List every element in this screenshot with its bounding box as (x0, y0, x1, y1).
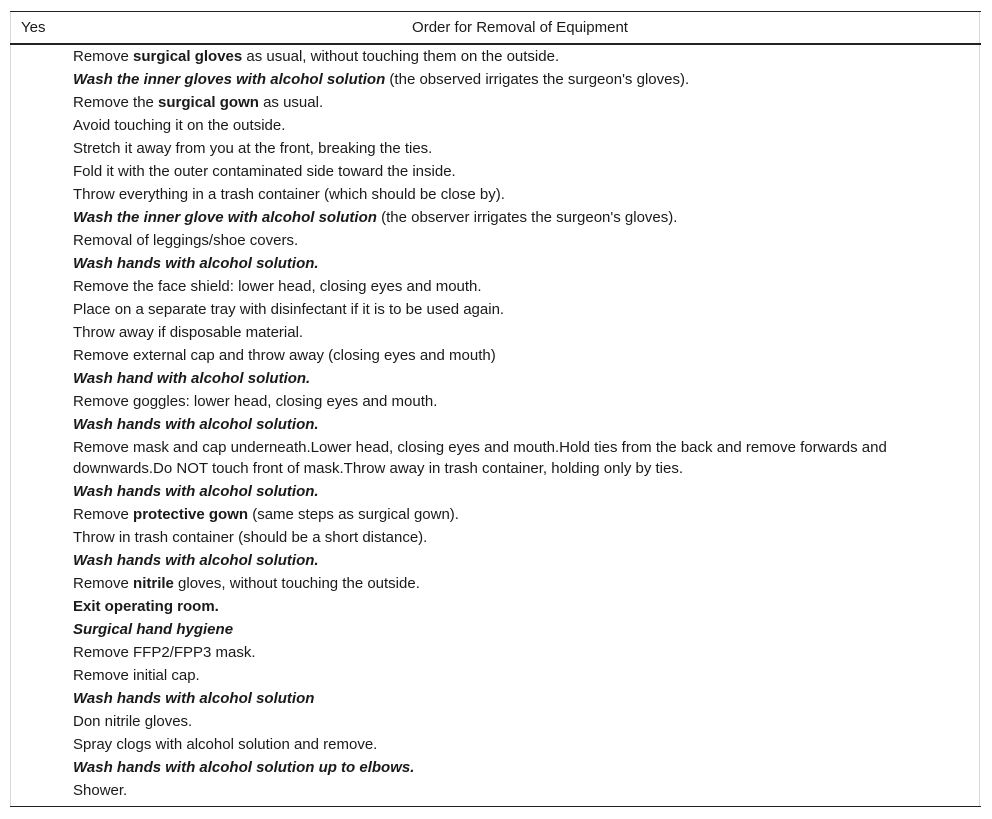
table-row (73, 298, 953, 321)
row-text: Exit operating room. (73, 598, 219, 615)
row-text: Wash the inner glove with alcohol solution (73, 209, 377, 226)
row-text: Wash hand with alcohol solution. (73, 370, 311, 387)
table-row (73, 618, 953, 641)
table-row (73, 137, 953, 160)
table-body (73, 45, 953, 802)
row-text: gloves, without touching the outside. (173, 575, 420, 592)
row-text: surgical gloves (133, 48, 243, 65)
row-text: (same steps as surgical gown). (248, 506, 459, 523)
table-row (73, 595, 953, 618)
row-text: (the observer irrigates the surgeon's gloves). (376, 209, 678, 226)
column-header-yes: Yes (21, 19, 46, 36)
row-text: Spray clogs with alcohol solution and remove. (73, 736, 378, 753)
row-text: nitrile (133, 575, 174, 592)
row-text: Remove (73, 48, 134, 65)
row-text: Wash the inner gloves with alcohol solution (73, 71, 386, 88)
table-row (73, 160, 953, 183)
table-row (73, 641, 953, 664)
row-text: Remove external cap and throw away (closing eyes and mouth) (73, 347, 496, 364)
table-row (73, 710, 953, 733)
table-row (73, 45, 953, 68)
row-text: Wash hands with alcohol solution. (73, 255, 319, 272)
table-row (73, 756, 953, 779)
row-text: Throw away if disposable material. (73, 324, 304, 341)
row-text: Remove mask and cap underneath.Lower head, closing eyes and mouth.Hold ties from the back and remove forwards and downwards.Do NOT touch front of mask.Throw away in trash container, holding only by ties. (73, 439, 887, 477)
row-text: Remove (73, 575, 134, 592)
table-row (73, 68, 953, 91)
row-text: Wash hands with alcohol solution. (73, 552, 319, 569)
table-row (73, 413, 953, 436)
table-row (73, 664, 953, 687)
table-row (73, 687, 953, 710)
table-row (73, 321, 953, 344)
row-text: Avoid touching it on the outside. (73, 117, 286, 134)
row-text: as usual, without touching them on the outside. (242, 48, 560, 65)
table-row (73, 503, 953, 526)
table-row (73, 206, 953, 229)
table-row (73, 344, 953, 367)
row-text: Remove the face shield: lower head, closing eyes and mouth. (73, 278, 482, 295)
row-text: Wash hands with alcohol solution up to elbows. (73, 759, 415, 776)
table-row (73, 436, 953, 480)
row-text: as usual. (258, 94, 324, 111)
table-row (73, 480, 953, 503)
table-row (73, 572, 953, 595)
row-text: surgical gown (158, 94, 259, 111)
table-row (73, 526, 953, 549)
column-header-order: Order for Removal of Equipment (412, 19, 628, 36)
row-text: Wash hands with alcohol solution (73, 690, 315, 707)
row-text: Stretch it away from you at the front, breaking the ties. (73, 140, 433, 157)
table-row (73, 183, 953, 206)
row-text: Throw in trash container (should be a short distance). (73, 529, 428, 546)
table-row (73, 229, 953, 252)
row-text: Surgical hand hygiene (73, 621, 234, 638)
table-row (73, 367, 953, 390)
row-text: Removal of leggings/shoe covers. (73, 232, 299, 249)
table-row (73, 390, 953, 413)
row-text: Remove goggles: lower head, closing eyes and mouth. (73, 393, 438, 410)
row-text: Remove (73, 506, 134, 523)
row-text: Remove initial cap. (73, 667, 200, 684)
table-row (73, 275, 953, 298)
row-text: (the observed irrigates the surgeon's gloves). (385, 71, 690, 88)
table-row (73, 549, 953, 572)
table-row (73, 779, 953, 802)
row-text: Don nitrile gloves. (73, 713, 193, 730)
row-text: Place on a separate tray with disinfectant if it is to be used again. (73, 301, 505, 318)
row-text: protective gown (133, 506, 249, 523)
table-row (73, 91, 953, 114)
row-text: Wash hands with alcohol solution. (73, 416, 319, 433)
table-top-rule (10, 11, 981, 12)
row-text: Wash hands with alcohol solution. (73, 483, 319, 500)
row-text: Remove the (73, 94, 159, 111)
table-bottom-rule (10, 806, 981, 807)
table-row (73, 252, 953, 275)
row-text: Shower. (73, 782, 128, 799)
row-text: Fold it with the outer contaminated side toward the inside. (73, 163, 456, 180)
table-row (73, 114, 953, 137)
row-text: Throw everything in a trash container (which should be close by). (73, 186, 505, 203)
row-text: Remove FFP2/FPP3 mask. (73, 644, 256, 661)
table-row (73, 733, 953, 756)
